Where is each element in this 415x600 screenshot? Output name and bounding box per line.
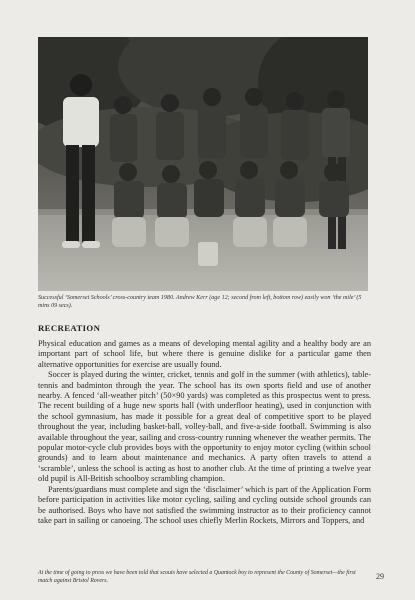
section-body [38, 339, 371, 526]
footnote: At the time of going to press we have been told that scouts have selected a Quantock boy to represent the County of Somerset—the first match against Bristol Rovers. [38, 570, 356, 584]
page-number: 29 [376, 572, 384, 581]
photo-caption: Successful ‘Somerset Schools’ cross-country team 1980. Andrew Kerr (age 12; second from left, bottom row) easily won ‘the mile’ (5 mins 09 secs). [38, 295, 362, 310]
paragraph: Parents/guardians must complete and sign the ‘disclaimer’ which is part of the Application Form before participation in activities like motor cycling, sailing and cycling outside school grounds can be authorised. Boys who have not satisfied the swimming instructor as to their proficiency cannot take part in sailing or canoeing. The school uses chiefly Merlin Rockets, Mirrors and Toppers, and [38, 484, 371, 525]
team-photograph [38, 37, 368, 291]
team-photograph-image [38, 37, 368, 291]
section-heading: RECREATION [38, 323, 101, 333]
paragraph: Physical education and games as a means of developing mental agility and a healthy body are an important part of school life, but where there is genuine dislike for a particular game then alternative opportunities for exercise are usually found. [38, 339, 371, 369]
trophy-shield [198, 242, 218, 266]
paragraph: Soccer is played during the winter, cricket, tennis and golf in the summer (with athletics), table-tennis and badminton through the year. The school has its own sports field and use of another nearby. A fenced ‘all-weather pitch’ (50×90 yards) was completed as this prospectus went to press. The recent building of a huge new sports hall (with underfloor heating), used in conjunction with the school gymnasium, has made it possible for a great deal of competitive sport to be played throughout the year, including basket-ball, volley-ball, and five-a-side football. Swimming is also available throughout the year, sailing and cross-country running whenever the weather permits. The popular motor-cycle club provides boys with the opportunity to enjoy motor cycling (within school grounds) and to learn about maintenance and mechanics. A party often travels to attend a ‘scramble’, unless the school is acting as host to another club. At the time of printing a twelve year old pupil is All-British schoolboy scrambling champion. [38, 370, 371, 484]
